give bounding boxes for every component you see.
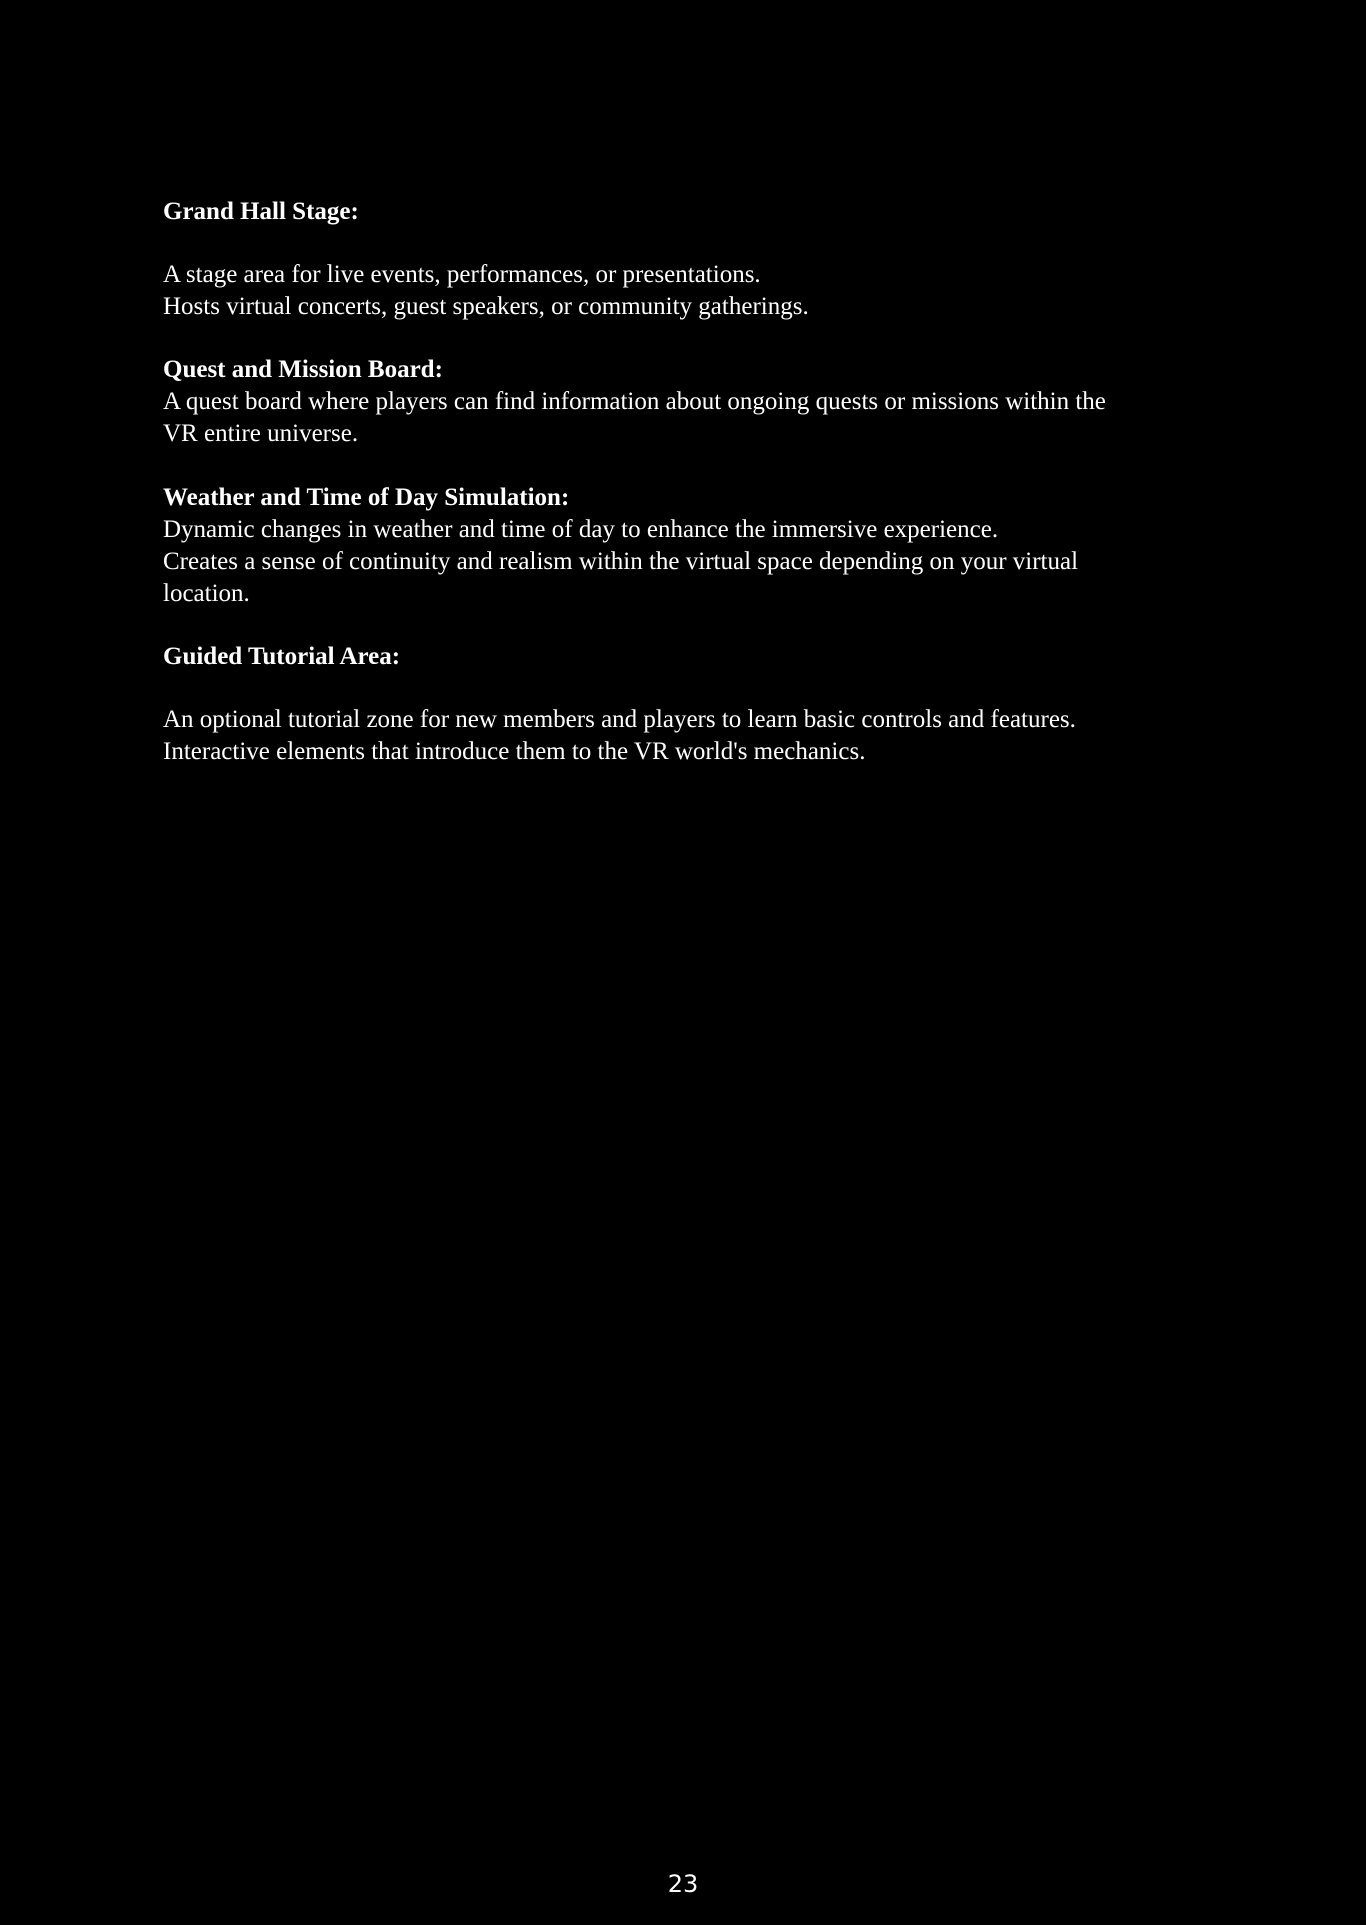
- section-heading-quest-and-mission-board: Quest and Mission Board:: [163, 356, 443, 383]
- section-heading-guided-tutorial-area: Guided Tutorial Area:: [163, 643, 401, 670]
- section-heading-grand-hall-stage: Grand Hall Stage:: [163, 198, 359, 225]
- section-text-line: Creates a sense of continuity and realism within the virtual space depending on your virtual: [163, 548, 1079, 575]
- section-text-line: An optional tutorial zone for new members and players to learn basic controls and features.: [163, 706, 1076, 733]
- section-text-line: A stage area for live events, performances, or presentations.: [163, 261, 761, 288]
- section-text-line: VR entire universe.: [163, 420, 359, 447]
- section-text-line: location.: [163, 580, 250, 607]
- section-text-line: A quest board where players can find information about ongoing quests or missions within the: [163, 388, 1106, 415]
- section-text-line: Interactive elements that introduce them to the VR world's mechanics.: [163, 738, 866, 765]
- section-text-line: Dynamic changes in weather and time of day to enhance the immersive experience.: [163, 516, 999, 543]
- section-heading-weather-and-time-of-day-simulation: Weather and Time of Day Simulation:: [163, 484, 570, 511]
- section-text-line: Hosts virtual concerts, guest speakers, or community gatherings.: [163, 293, 809, 320]
- page-number: 23: [667, 1870, 699, 1898]
